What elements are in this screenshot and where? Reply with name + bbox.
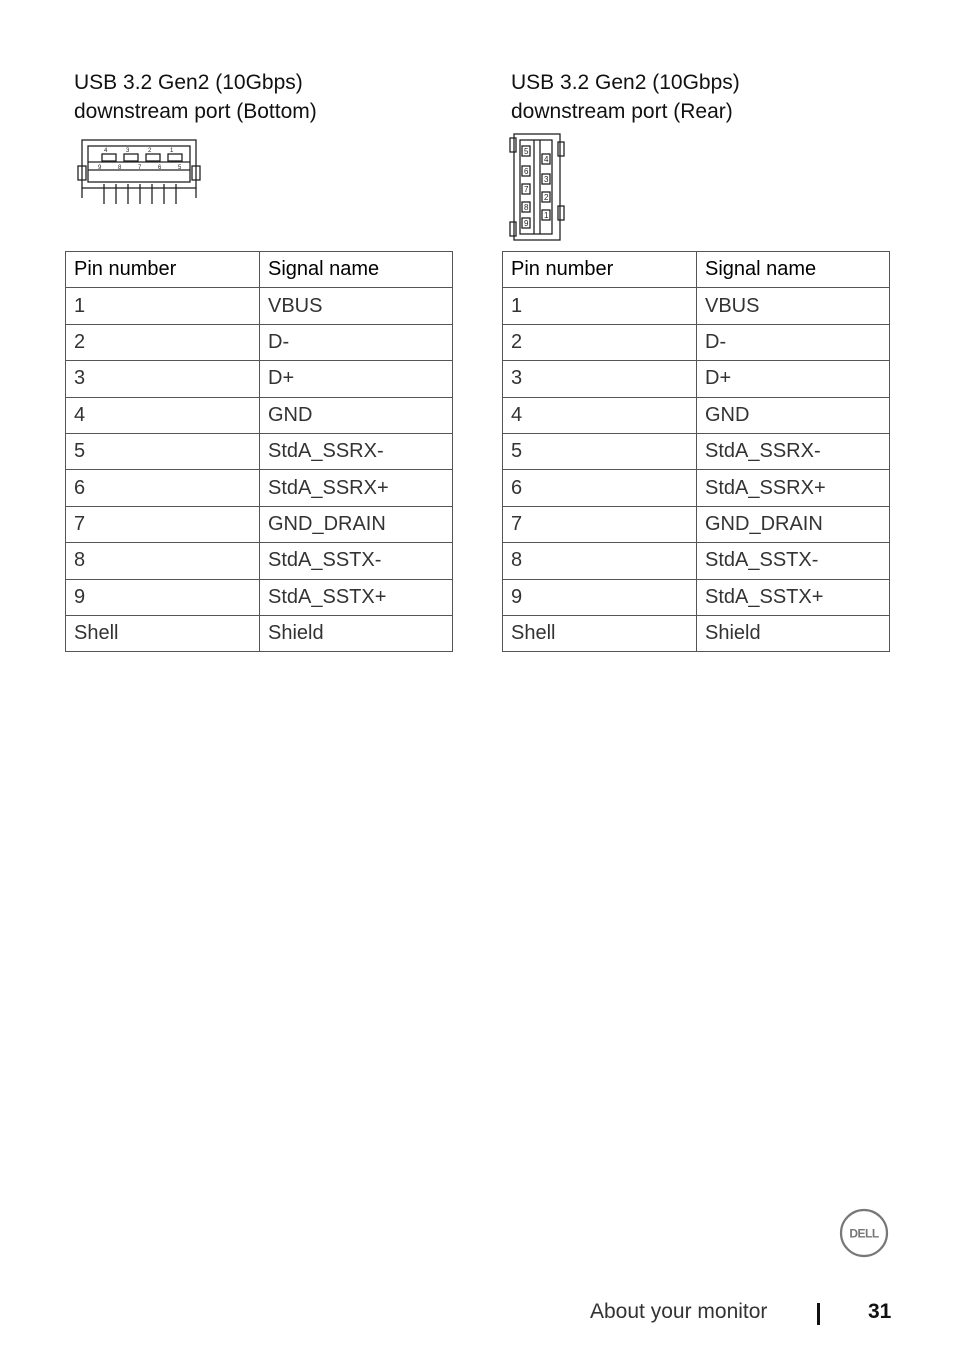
footer-section-label: About your monitor xyxy=(590,1300,768,1323)
table-row xyxy=(66,433,453,469)
signal-name-cell: VBUS xyxy=(697,288,890,324)
table-row xyxy=(503,397,890,433)
signal-name-cell: Shield xyxy=(260,615,453,651)
signal-name-cell: StdA_SSTX- xyxy=(260,543,453,579)
signal-name-cell: GND_DRAIN xyxy=(697,506,890,542)
signal-name-cell: D+ xyxy=(260,361,453,397)
table-row xyxy=(66,470,453,506)
pin-number-cell: Shell xyxy=(66,615,260,651)
pin-number-cell: 3 xyxy=(503,361,697,397)
table-row xyxy=(66,615,453,651)
table-row xyxy=(503,543,890,579)
pin-label: 7 xyxy=(524,185,529,194)
dell-logo-text: DELL xyxy=(849,1226,879,1241)
pin-number-cell: 7 xyxy=(503,506,697,542)
signal-name-cell: D+ xyxy=(697,361,890,397)
table-row xyxy=(66,397,453,433)
signal-name-cell: GND_DRAIN xyxy=(260,506,453,542)
pin-label: 5 xyxy=(178,165,182,171)
bottom-port-title: USB 3.2 Gen2 (10Gbps) downstream port (Bottom) xyxy=(74,71,317,123)
table-row xyxy=(503,361,890,397)
pin-label: 2 xyxy=(544,193,549,202)
pin-label: 8 xyxy=(118,165,122,171)
signal-name-cell: D- xyxy=(260,324,453,360)
pin-number-cell: 2 xyxy=(66,324,260,360)
table-row xyxy=(503,470,890,506)
table-row xyxy=(503,506,890,542)
table-row xyxy=(503,433,890,469)
pin-number-cell: 4 xyxy=(503,397,697,433)
dell-logo-icon xyxy=(839,1208,889,1258)
signal-name-cell: GND xyxy=(697,397,890,433)
bottom-port-pin-table xyxy=(65,251,453,652)
signal-name-cell: StdA_SSRX- xyxy=(260,433,453,469)
rear-port-pin-table xyxy=(502,251,890,652)
table-header-row xyxy=(66,252,453,288)
pin-label: 8 xyxy=(524,203,529,212)
usb-a-bottom-connector-icon xyxy=(76,136,202,210)
pin-number-cell: 1 xyxy=(66,288,260,324)
table-row xyxy=(503,615,890,651)
pin-number-cell: Shell xyxy=(503,615,697,651)
pin-label: 9 xyxy=(98,165,102,171)
pin-label: 1 xyxy=(544,211,549,220)
signal-name-cell: StdA_SSTX+ xyxy=(697,579,890,615)
signal-name-cell: D- xyxy=(697,324,890,360)
pin-label: 4 xyxy=(544,155,549,164)
pin-number-cell: 4 xyxy=(66,397,260,433)
signal-name-cell: GND xyxy=(260,397,453,433)
footer-separator xyxy=(817,1303,820,1325)
pin-label: 3 xyxy=(544,175,549,184)
signal-name-cell: StdA_SSRX+ xyxy=(260,470,453,506)
signal-name-cell: VBUS xyxy=(260,288,453,324)
usb-a-rear-connector-icon xyxy=(508,132,566,244)
page-number: 31 xyxy=(868,1300,892,1323)
rear-port-title: USB 3.2 Gen2 (10Gbps) downstream port (Rear) xyxy=(511,71,740,123)
pin-number-cell: 1 xyxy=(503,288,697,324)
rear-port-section xyxy=(503,68,891,126)
pin-number-cell: 9 xyxy=(66,579,260,615)
pin-number-cell: 8 xyxy=(66,543,260,579)
signal-name-cell: StdA_SSTX+ xyxy=(260,579,453,615)
pin-label: 3 xyxy=(126,148,130,154)
table-row xyxy=(503,324,890,360)
pin-number-cell: 9 xyxy=(503,579,697,615)
pin-label: 6 xyxy=(158,165,162,171)
signal-name-cell: StdA_SSRX+ xyxy=(697,470,890,506)
pin-number-cell: 7 xyxy=(66,506,260,542)
signal-name-cell: StdA_SSTX- xyxy=(697,543,890,579)
pin-number-cell: 6 xyxy=(66,470,260,506)
bottom-port-section xyxy=(66,68,454,126)
table-row xyxy=(66,506,453,542)
pin-number-header: Pin number xyxy=(66,252,260,288)
signal-name-header: Signal name xyxy=(260,252,453,288)
pin-number-cell: 3 xyxy=(66,361,260,397)
pin-number-cell: 6 xyxy=(503,470,697,506)
pin-label: 4 xyxy=(104,148,108,154)
table-row xyxy=(66,579,453,615)
pin-label: 5 xyxy=(524,147,529,156)
table-row xyxy=(66,543,453,579)
pin-number-cell: 5 xyxy=(66,433,260,469)
table-row xyxy=(66,324,453,360)
table-row xyxy=(66,288,453,324)
signal-name-header: Signal name xyxy=(697,252,890,288)
signal-name-cell: Shield xyxy=(697,615,890,651)
pin-label: 1 xyxy=(170,148,174,154)
pin-label: 9 xyxy=(524,219,529,228)
pin-label: 7 xyxy=(138,165,142,171)
signal-name-cell: StdA_SSRX- xyxy=(697,433,890,469)
pin-number-header: Pin number xyxy=(503,252,697,288)
pin-number-cell: 5 xyxy=(503,433,697,469)
table-header-row xyxy=(503,252,890,288)
table-row xyxy=(66,361,453,397)
pin-label: 2 xyxy=(148,148,152,154)
table-row xyxy=(503,288,890,324)
pin-label: 6 xyxy=(524,167,529,176)
table-row xyxy=(503,579,890,615)
pin-number-cell: 2 xyxy=(503,324,697,360)
pin-number-cell: 8 xyxy=(503,543,697,579)
